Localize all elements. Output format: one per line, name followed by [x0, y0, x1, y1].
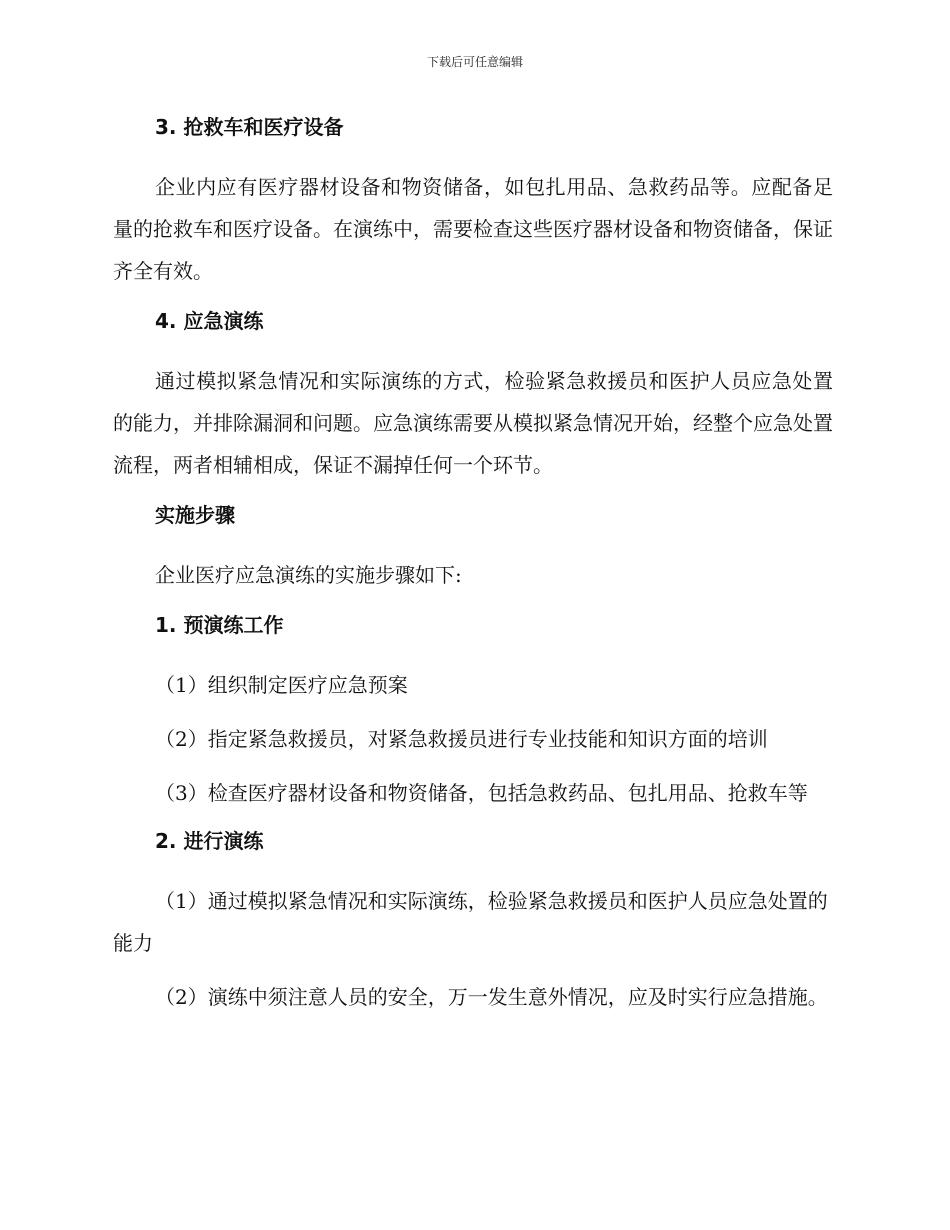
- section-heading-rescue-equipment: 3. 抢救车和医疗设备: [155, 115, 344, 139]
- subheading-conduct-drill: 2. 进行演练: [155, 829, 264, 853]
- list-item-exec-1: （1）通过模拟紧急情况和实际演练，检验紧急救援员和医护人员应急处置的能力: [113, 889, 828, 955]
- list-item-pre-3: （3）检查医疗器材设备和物资储备，包括急救药品、包扎用品、抢救车等: [155, 781, 808, 805]
- page-header: 下载后可任意编辑: [426, 55, 523, 69]
- list-item-pre-2: （2）指定紧急救援员，对紧急救援员进行专业技能和知识方面的培训: [155, 727, 768, 751]
- subheading-pre-drill-work: 1. 预演练工作: [155, 613, 284, 637]
- paragraph-emergency-drill: 通过模拟紧急情况和实际演练的方式，检验紧急救援员和医护人员应急处置的能力，并排除漏洞和问题。应急演练需要从模拟紧急情况开始，经整个应急处置流程，两者相辅相成，保证不漏掉任何一个环节。: [113, 369, 833, 477]
- paragraph-rescue-equipment: 企业内应有医疗器材设备和物资储备，如包扎用品、急救药品等。应配备足量的抢救车和医疗设备。在演练中，需要检查这些医疗器材设备和物资储备，保证齐全有效。: [113, 175, 833, 283]
- list-item-pre-1: （1）组织制定医疗应急预案: [155, 673, 408, 697]
- paragraph-implementation-intro: 企业医疗应急演练的实施步骤如下:: [155, 563, 462, 587]
- document-body: [113, 112, 833, 1030]
- section-heading-implementation-steps: 实施步骤: [155, 503, 235, 527]
- list-item-exec-2: （2）演练中须注意人员的安全，万一发生意外情况，应及时实行应急措施。: [155, 985, 828, 1009]
- section-heading-emergency-drill: 4. 应急演练: [155, 309, 264, 333]
